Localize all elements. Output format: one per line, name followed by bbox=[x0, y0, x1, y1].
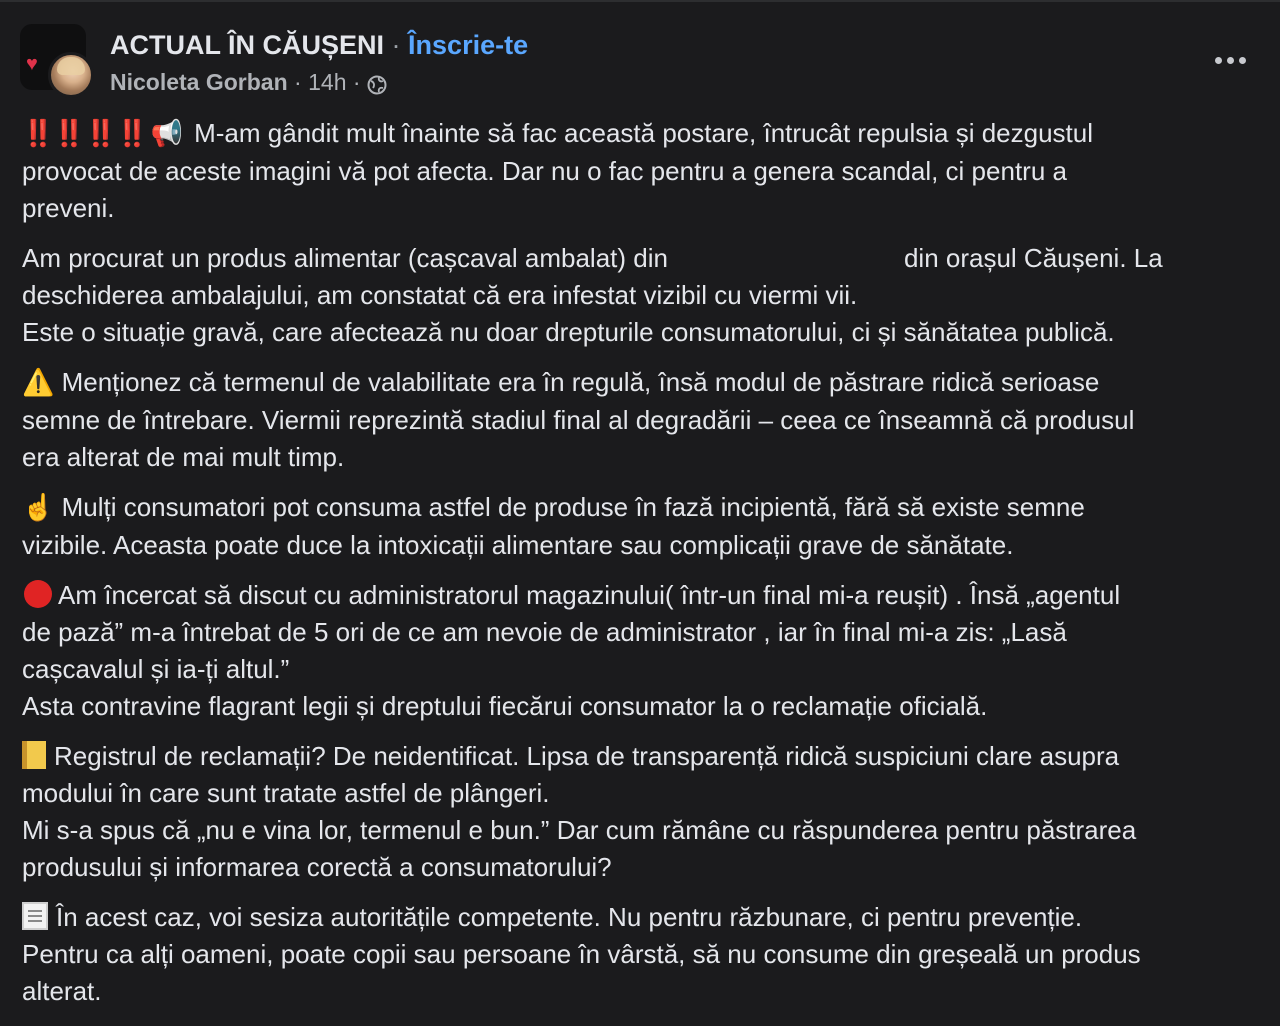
paragraph-4 bbox=[22, 489, 1262, 564]
text-segment: Am încercat să discut cu administratorul magazinului( într-un final mi-a reușit) . Însă „agentul bbox=[58, 580, 1121, 610]
more-horizontal-icon bbox=[1227, 57, 1234, 64]
text-segment: Am procurat un produs alimentar (cașcaval ambalat) din bbox=[22, 243, 668, 273]
text-line: era alterat de mai mult timp. bbox=[22, 442, 345, 472]
ledger-icon bbox=[22, 741, 46, 769]
top-divider bbox=[0, 0, 1280, 2]
text-segment: M-am gândit mult înainte să fac această postare, întrucât repulsia și dezgustul bbox=[186, 118, 1094, 148]
text-segment: În acest caz, voi sesiza autoritățile competente. Nu pentru răzbunare, ci pentru prevenție. bbox=[56, 902, 1083, 932]
globe-icon[interactable] bbox=[367, 73, 387, 93]
pointing-up-icon: ☝️ bbox=[22, 493, 55, 523]
text-line: modului în care sunt tratate astfel de plângeri. bbox=[22, 778, 550, 808]
double-exclamation-icon: ‼️‼️‼️‼️ bbox=[22, 119, 148, 149]
text-line: alterat. bbox=[22, 976, 102, 1006]
text-line: Mi s-a spus că „nu e vina lor, termenul e bun.” Dar cum rămâne cu răspunderea pentru păstrarea bbox=[22, 815, 1137, 845]
more-horizontal-icon bbox=[1239, 57, 1246, 64]
text-line: de pază” m-a întrebat de 5 ori de ce am nevoie de administrator , iar în final mi-a zis: „Lasă bbox=[22, 617, 1067, 647]
stop-sign-icon bbox=[24, 580, 52, 608]
text-line: semne de întrebare. Viermii reprezintă stadiul final al degradării – ceea ce înseamnă că produsul bbox=[22, 405, 1135, 435]
text-line bbox=[22, 115, 1262, 153]
more-horizontal-icon bbox=[1215, 57, 1222, 64]
text-segment: din orașul Căușeni. La bbox=[903, 243, 1163, 273]
text-line: Pentru ca alți oameni, poate copii sau persoane în vârstă, să nu consume din greșeală un produs bbox=[22, 939, 1141, 969]
paragraph-6 bbox=[22, 738, 1262, 886]
author-avatar[interactable] bbox=[48, 52, 94, 98]
text-segment: Registrul de reclamații? De neidentificat. Lipsa de transparență ridică suspiciuni clare asupra bbox=[54, 741, 1120, 771]
avatar-group[interactable] bbox=[20, 24, 96, 100]
more-options-button[interactable] bbox=[1210, 46, 1250, 74]
avatar-hair bbox=[57, 57, 85, 75]
text-line bbox=[22, 899, 1262, 936]
text-line: deschiderea ambalajului, am constatat că era infestat vizibil cu viermi vii. bbox=[22, 280, 858, 310]
separator-dot: · bbox=[352, 69, 361, 95]
paragraph-3 bbox=[22, 364, 1262, 476]
text-line: preveni. bbox=[22, 193, 115, 223]
post-header bbox=[20, 24, 1260, 100]
warning-icon: ⚠️ bbox=[22, 368, 55, 398]
text-line: produsului și informarea corectă a consumatorului? bbox=[22, 852, 612, 882]
separator-dot: · bbox=[391, 30, 401, 60]
paragraph-7 bbox=[22, 899, 1262, 1010]
group-name-link[interactable]: ACTUAL ÎN CĂUȘENI bbox=[110, 30, 385, 60]
heart-logo-icon: ♥ bbox=[26, 53, 38, 75]
paragraph-2 bbox=[22, 240, 1262, 351]
text-line: Asta contravine flagrant legii și dreptului fiecărui consumator la o reclamație oficială. bbox=[22, 691, 988, 721]
text-segment: Mulți consumatori pot consuma astfel de produse în fază incipientă, fără să existe semne bbox=[54, 492, 1085, 522]
text-line bbox=[22, 364, 1262, 402]
text-line: Este o situație gravă, care afectează nu doar drepturile consumatorului, ci și sănătatea publică. bbox=[22, 317, 1115, 347]
separator-dot: · bbox=[294, 69, 302, 95]
text-line bbox=[22, 577, 1262, 614]
paragraph-5 bbox=[22, 577, 1262, 725]
post-time-link[interactable]: 14h bbox=[308, 69, 347, 95]
megaphone-icon: 📢 bbox=[150, 119, 183, 149]
text-segment: Menționez că termenul de valabilitate era în regulă, însă modul de păstrare ridică serioase bbox=[54, 367, 1100, 397]
text-line bbox=[22, 738, 1262, 775]
text-line bbox=[22, 489, 1262, 527]
join-group-link[interactable]: Înscrie-te bbox=[408, 30, 529, 60]
title-row bbox=[110, 28, 528, 62]
memo-icon bbox=[22, 902, 48, 930]
paragraph-1 bbox=[22, 115, 1262, 227]
text-line: cașcavalul și ia-ți altul.” bbox=[22, 654, 290, 684]
post-content bbox=[22, 115, 1262, 1023]
text-line: vizibile. Aceasta poate duce la intoxicații alimentare sau complicații grave de sănătate. bbox=[22, 530, 1014, 560]
author-name-link[interactable]: Nicoleta Gorban bbox=[110, 69, 288, 95]
text-line bbox=[22, 240, 1262, 277]
meta-row bbox=[110, 68, 528, 96]
header-text bbox=[110, 28, 528, 96]
text-line: provocat de aceste imagini vă pot afecta. Dar nu o fac pentru a genera scandal, ci pentru a bbox=[22, 156, 1067, 186]
